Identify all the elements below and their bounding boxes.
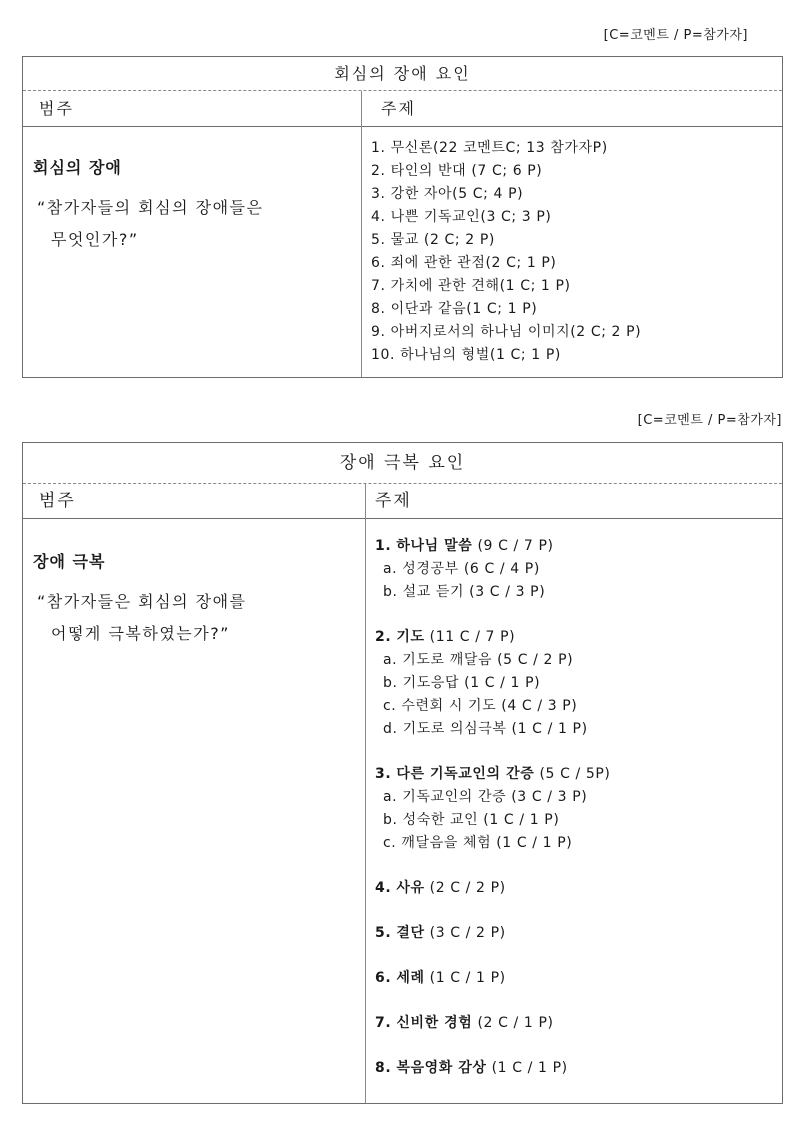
group-number: 3. xyxy=(375,766,392,782)
question-line: 어떻게 극복하였는가?” xyxy=(51,624,230,643)
group-title xyxy=(375,1012,611,1035)
column-divider xyxy=(365,484,366,1103)
topic-group xyxy=(375,535,611,604)
group-name: 세례 xyxy=(396,970,425,986)
group-count: (1 C / 1 P) xyxy=(429,970,506,986)
header-category: 범주 xyxy=(39,491,76,511)
legend-bottom: [C=코멘트 / P=참가자] xyxy=(637,413,782,428)
topic-group xyxy=(375,1057,611,1080)
header-topic: 주제 xyxy=(375,491,412,511)
list-item: 5. 물교 (2 C; 2 P) xyxy=(371,232,495,248)
group-title xyxy=(375,535,611,558)
group-number: 6. xyxy=(375,970,392,986)
sub-item: c. 수련회 시 기도 (4 C / 3 P) xyxy=(383,698,578,714)
group-count: (2 C / 1 P) xyxy=(477,1015,554,1031)
topic-list xyxy=(375,535,611,1102)
topic-group xyxy=(375,1012,611,1035)
group-number: 7. xyxy=(375,1015,392,1031)
list-item: 3. 강한 자아(5 C; 4 P) xyxy=(371,186,524,202)
group-count: (2 C / 2 P) xyxy=(429,880,506,896)
topic-group xyxy=(375,877,611,900)
sub-item: d. 기도로 의심극복 (1 C / 1 P) xyxy=(383,721,588,737)
question-line: 무엇인가?” xyxy=(51,230,139,249)
group-number: 1. xyxy=(375,538,392,554)
header-topic: 주제 xyxy=(381,99,416,118)
list-item: 1. 무신론(22 코멘트C; 13 참가자P) xyxy=(371,140,608,156)
list-item: 7. 가치에 관한 견해(1 C; 1 P) xyxy=(371,278,571,294)
group-title xyxy=(375,967,611,990)
group-title xyxy=(375,922,611,945)
sub-item: a. 기도로 깨달음 (5 C / 2 P) xyxy=(383,652,574,668)
sub-item: b. 설교 듣기 (3 C / 3 P) xyxy=(383,584,546,600)
topic-group xyxy=(375,967,611,990)
topic-group xyxy=(375,922,611,945)
category-title: 회심의 장애 xyxy=(33,158,122,177)
group-count: (11 C / 7 P) xyxy=(429,629,516,645)
group-name: 기도 xyxy=(396,629,425,645)
group-name: 다른 기독교인의 간증 xyxy=(396,766,535,782)
group-number: 8. xyxy=(375,1060,392,1076)
category-question xyxy=(33,586,337,650)
topic-list xyxy=(371,137,641,367)
column-divider xyxy=(361,91,362,377)
category-title: 장애 극복 xyxy=(33,552,106,571)
sub-item: b. 성숙한 교인 (1 C / 1 P) xyxy=(383,812,560,828)
group-count: (3 C / 2 P) xyxy=(429,925,506,941)
group-title xyxy=(375,1057,611,1080)
list-item: 9. 아버지로서의 하나님 이미지(2 C; 2 P) xyxy=(371,324,642,340)
group-count: (5 C / 5P) xyxy=(539,766,611,782)
topic-group xyxy=(375,626,611,741)
group-name: 결단 xyxy=(396,925,425,941)
list-item: 10. 하나님의 형벌(1 C; 1 P) xyxy=(371,347,561,363)
legend-top: [C=코멘트 / P=참가자] xyxy=(603,28,748,43)
table-header-row xyxy=(23,91,782,127)
group-number: 2. xyxy=(375,629,392,645)
group-name: 하나님 말씀 xyxy=(396,538,473,554)
barriers-table xyxy=(22,56,783,378)
group-number: 4. xyxy=(375,880,392,896)
sub-item: a. 기독교인의 간증 (3 C / 3 P) xyxy=(383,789,588,805)
sub-item: b. 기도응답 (1 C / 1 P) xyxy=(383,675,541,691)
group-title xyxy=(375,626,611,649)
category-question xyxy=(33,192,337,256)
table-header-row xyxy=(23,484,782,519)
question-line: “참가자들의 회심의 장애들은 xyxy=(37,198,264,217)
list-item: 8. 이단과 같음(1 C; 1 P) xyxy=(371,301,538,317)
list-item: 2. 타인의 반대 (7 C; 6 P) xyxy=(371,163,543,179)
category-cell xyxy=(33,155,337,256)
group-name: 복음영화 감상 xyxy=(396,1060,487,1076)
topic-group xyxy=(375,763,611,855)
group-number: 5. xyxy=(375,925,392,941)
category-cell xyxy=(33,549,337,650)
group-count: (9 C / 7 P) xyxy=(477,538,554,554)
overcoming-table xyxy=(22,442,783,1104)
group-title xyxy=(375,763,611,786)
group-count: (1 C / 1 P) xyxy=(491,1060,568,1076)
group-title xyxy=(375,877,611,900)
sub-item: c. 깨달음을 체험 (1 C / 1 P) xyxy=(383,835,573,851)
table-title: 회심의 장애 요인 xyxy=(23,57,782,91)
table-title: 장애 극복 요인 xyxy=(23,443,782,484)
group-name: 사유 xyxy=(396,880,425,896)
question-line: “참가자들은 회심의 장애를 xyxy=(37,592,247,611)
sub-item: a. 성경공부 (6 C / 4 P) xyxy=(383,561,540,577)
header-category: 범주 xyxy=(39,99,74,118)
group-name: 신비한 경험 xyxy=(396,1015,473,1031)
list-item: 6. 죄에 관한 관점(2 C; 1 P) xyxy=(371,255,557,271)
list-item: 4. 나쁜 기독교인(3 C; 3 P) xyxy=(371,209,552,225)
